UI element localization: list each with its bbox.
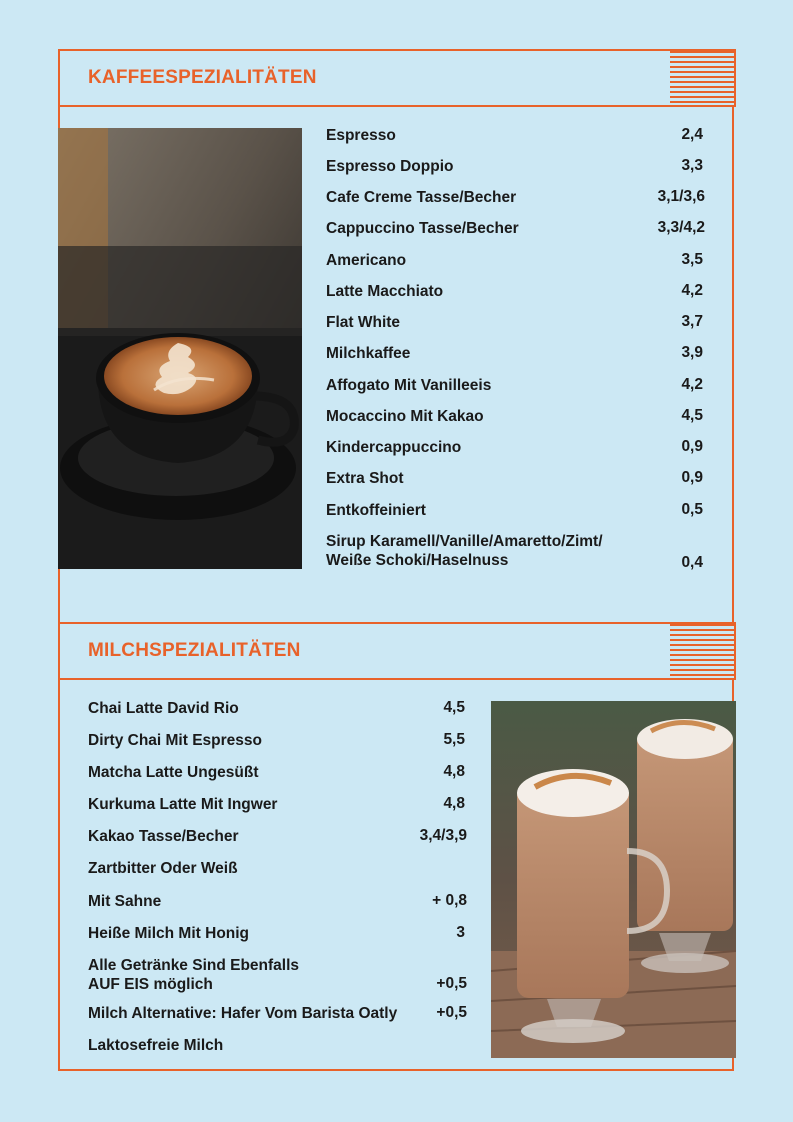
decorative-stripes — [670, 51, 734, 105]
item-name: Zartbitter Oder Weiß — [88, 860, 238, 877]
item-name: Heiße Milch Mit Honig — [88, 925, 250, 942]
list-item — [88, 1004, 397, 1023]
item-name: Kurkuma Latte Mit Ingwer — [88, 796, 278, 813]
item-price: 0,4 — [681, 554, 703, 571]
item-price: +0,5 — [436, 1004, 467, 1021]
list-item — [326, 157, 453, 176]
list-item — [326, 501, 426, 520]
list-item — [326, 407, 484, 426]
item-name: Kakao Tasse/Becher — [88, 828, 239, 845]
item-name: Cappuccino Tasse/Becher — [326, 220, 519, 237]
item-name-line1: Sirup Karamell/Vanille/Amaretto/Zimt/ — [326, 533, 603, 550]
item-name: Espresso Doppio — [326, 158, 454, 175]
list-item — [88, 956, 299, 994]
list-item — [88, 827, 239, 846]
list-item — [326, 313, 400, 332]
item-name: Americano — [326, 252, 407, 269]
item-name: Chai Latte David Rio — [88, 700, 239, 717]
list-item — [326, 219, 519, 238]
list-item — [326, 469, 404, 488]
list-item — [326, 376, 491, 395]
item-price: 5,5 — [443, 731, 465, 748]
item-price: 3,5 — [681, 251, 703, 268]
item-price: 3,4/3,9 — [419, 827, 467, 844]
milk-section-title: MILCHSPEZIALITÄTEN — [88, 640, 301, 661]
item-name-line2: Weiße Schoki/Haselnuss — [326, 552, 509, 569]
item-price: 4,8 — [443, 763, 465, 780]
item-price: 0,9 — [681, 469, 703, 486]
item-price: 3 — [456, 924, 465, 941]
latte-art-photo — [58, 128, 302, 569]
item-price: 4,2 — [681, 376, 703, 393]
item-price: 4,5 — [443, 699, 465, 716]
list-item — [88, 795, 277, 814]
list-item — [326, 344, 410, 363]
list-item — [88, 859, 238, 878]
list-item — [88, 699, 239, 718]
list-item — [326, 438, 461, 457]
item-price: 4,5 — [681, 407, 703, 424]
item-name: Espresso — [326, 127, 396, 144]
item-price: + 0,8 — [432, 892, 467, 909]
item-price: 3,3 — [681, 157, 703, 174]
item-name: Mit Sahne — [88, 893, 162, 910]
item-price: 3,1/3,6 — [657, 188, 705, 205]
decorative-stripes — [670, 624, 734, 678]
item-price: +0,5 — [436, 975, 467, 992]
item-name-line1: Alle Getränke Sind Ebenfalls — [88, 957, 300, 974]
item-name: Matcha Latte Ungesüßt — [88, 764, 259, 781]
item-name: Flat White — [326, 314, 401, 331]
item-price: 2,4 — [681, 126, 703, 143]
item-name: Entkoffeiniert — [326, 502, 426, 519]
item-name: Milchkaffee — [326, 345, 411, 362]
item-name: Kindercappuccino — [326, 439, 462, 456]
item-name: Mocaccino Mit Kakao — [326, 408, 484, 425]
list-item — [88, 924, 249, 943]
item-name: Milch Alternative: Hafer Vom Barista Oatly — [88, 1005, 398, 1022]
list-item — [88, 892, 161, 911]
milk-section-header — [58, 622, 736, 680]
list-item — [88, 763, 259, 782]
item-price: 4,8 — [443, 795, 465, 812]
item-name: Dirty Chai Mit Espresso — [88, 732, 262, 749]
list-item — [326, 188, 516, 207]
item-name: Affogato Mit Vanilleeis — [326, 377, 492, 394]
list-item — [88, 1036, 223, 1055]
item-price: 3,7 — [681, 313, 703, 330]
coffee-section-title: KAFFEESPEZIALITÄTEN — [88, 67, 317, 88]
coffee-section-header — [58, 49, 736, 107]
item-name: Cafe Creme Tasse/Becher — [326, 189, 517, 206]
item-price: 3,9 — [681, 344, 703, 361]
list-item — [326, 126, 396, 145]
list-item — [88, 731, 262, 750]
item-price: 3,3/4,2 — [657, 219, 705, 236]
item-name: Extra Shot — [326, 470, 404, 487]
list-item — [326, 532, 603, 570]
item-name: Latte Macchiato — [326, 283, 444, 300]
chai-latte-photo — [491, 701, 736, 1058]
item-name: Laktosefreie Milch — [88, 1037, 224, 1054]
item-price: 4,2 — [681, 282, 703, 299]
item-name-line2: AUF EIS möglich — [88, 976, 213, 993]
list-item — [326, 282, 443, 301]
list-item — [326, 251, 406, 270]
item-price: 0,5 — [681, 501, 703, 518]
item-price: 0,9 — [681, 438, 703, 455]
